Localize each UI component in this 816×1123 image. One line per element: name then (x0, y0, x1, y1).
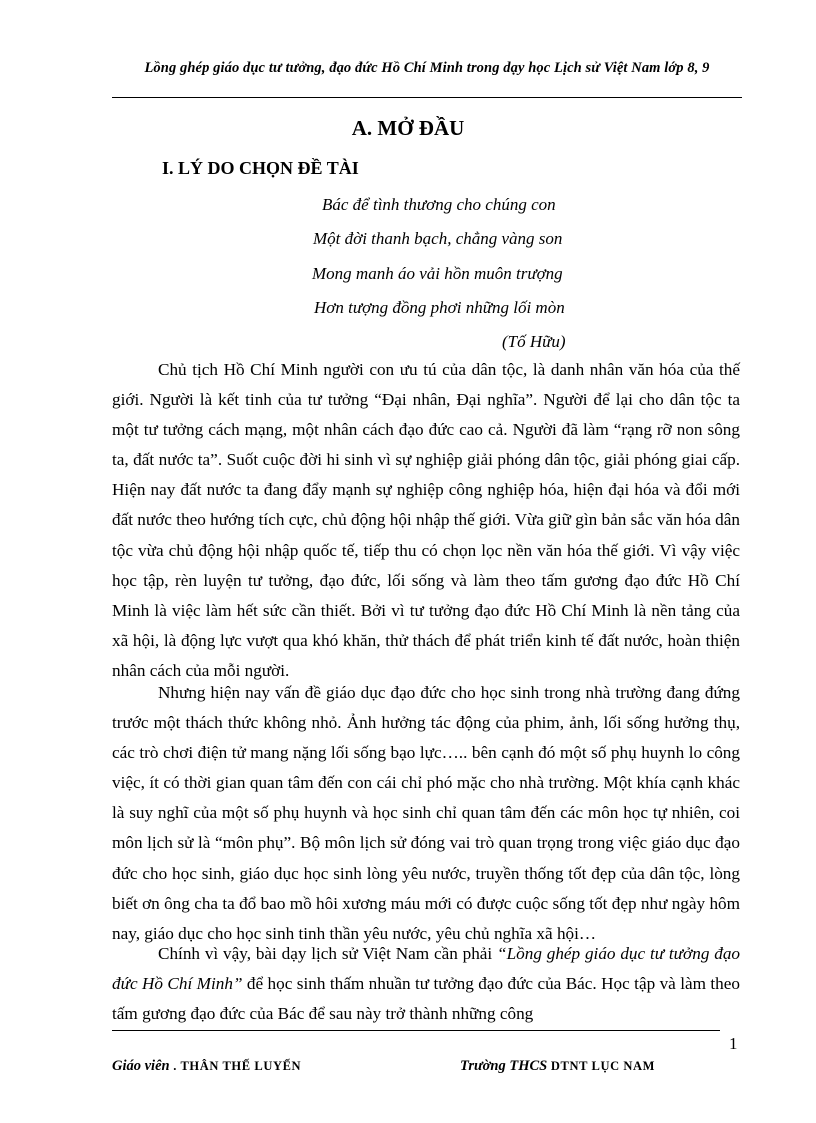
school-name: DTNT LỤC NAM (550, 1059, 656, 1073)
paragraph-3-start: Chính vì vậy, bài dạy lịch sử Việt Nam cần phải (158, 944, 498, 963)
header-divider (112, 97, 742, 98)
poem-line: Hơn tượng đồng phơi những lối mòn (314, 297, 565, 317)
running-header: Lồng ghép giáo dục tư tưởng, đạo đức Hồ Chí Minh trong dạy học Lịch sử Việt Nam lớp 8, 9 (144, 60, 710, 76)
paragraph-1: Chủ tịch Hồ Chí Minh người con ưu tú của dân tộc, là danh nhân văn hóa của thế giới. Người là kết tinh của tư tưởng “Đại nhân, Đại nghĩa”. Người để lại cho dân tộc ta một tư tưởng cách mạng, một nhân cách đạo đức cao cả. Người đã làm “rạng rỡ non sông ta, đất nước ta”. Suốt cuộc đời hi sinh vì sự nghiệp giải phóng dân tộc, giải phóng giai cấp. Hiện nay đất nước ta đang đẩy mạnh sự nghiệp công nghiệp hóa, hiện đại hóa và đổi mới đất nước theo hướng tích cực, chủ động hội nhập thế giới. Vừa giữ gìn bản sắc văn hóa dân tộc vừa chủ động hội nhập quốc tế, tiếp thu có chọn lọc nền văn hóa thế giới. Vì vậy việc học tập, rèn luyện tư tưởng, đạo đức, lối sống và làm theo tấm gương đạo đức Hồ Chí Minh là việc làm hết sức cần thiết. Bởi vì tư tưởng đạo đức Hồ Chí Minh là nền tảng của xã hội, là động lực vượt qua khó khăn, thử thách để phát triển kinh tế đất nước, hoàn thiện nhân cách của mỗi người. (112, 360, 740, 680)
paragraph-3-quote: “Lồng ghép giáo dục tư tưởng đạo đức Hồ Chí Minh” (112, 944, 741, 994)
paragraph-3-end: để học sinh thấm nhuần tư tưởng đạo đức của Bác. Học tập và làm theo tấm gương đạo đức của Bác để sau này trở thành những công (112, 974, 740, 1024)
paragraph-3 (112, 939, 740, 1029)
poem-line: Mong manh áo vải hồn muôn trượng (312, 263, 563, 283)
page-number: 1 (729, 1034, 738, 1053)
subsection-title: I. LÝ DO CHỌN ĐỀ TÀI (162, 158, 359, 178)
footer-school (460, 1055, 655, 1075)
poem-line: Một đời thanh bạch, chẳng vàng son (313, 229, 563, 249)
teacher-label: Giáo viên (112, 1058, 170, 1074)
footer-divider (112, 1030, 720, 1031)
school-label: Trường THCS (460, 1058, 548, 1074)
poem-epigraph (300, 188, 566, 359)
poem-author: (Tố Hữu) (502, 332, 566, 352)
teacher-name: . THÂN THẾ LUYẾN (173, 1059, 302, 1073)
paragraph-2: Nhưng hiện nay vấn đề giáo dục đạo đức cho học sinh trong nhà trường đang đứng trước một thách thức không nhỏ. Ảnh hưởng tác động của phim, ảnh, lối sống hưởng thụ, các trò chơi điện tử mang nặng lối sống bạo lực….. bên cạnh đó một số phụ huynh lo công việc, ít có thời gian quan tâm đến con cái chỉ phó mặc cho nhà trường. Một khía cạnh khác là suy nghĩ của một số phụ huynh và học sinh chỉ quan tâm đến các môn học tự nhiên, coi môn lịch sử là “môn phụ”. Bộ môn lịch sử đóng vai trò quan trọng trong việc giáo dục đạo đức cho học sinh, giáo dục học sinh lòng yêu nước, truyền thống tốt đẹp của dân tộc, lòng biết ơn ông cha ta đổ bao mồ hôi xương máu mới có được cuộc sống tốt đẹp như ngày hôm nay, giáo dục cho học sinh tinh thần yêu nước, yêu chủ nghĩa xã hội… (112, 683, 740, 943)
section-title: A. MỞ ĐẦU (351, 116, 465, 140)
footer-teacher (112, 1055, 301, 1075)
poem-line: Bác để tình thương cho chúng con (322, 195, 556, 214)
